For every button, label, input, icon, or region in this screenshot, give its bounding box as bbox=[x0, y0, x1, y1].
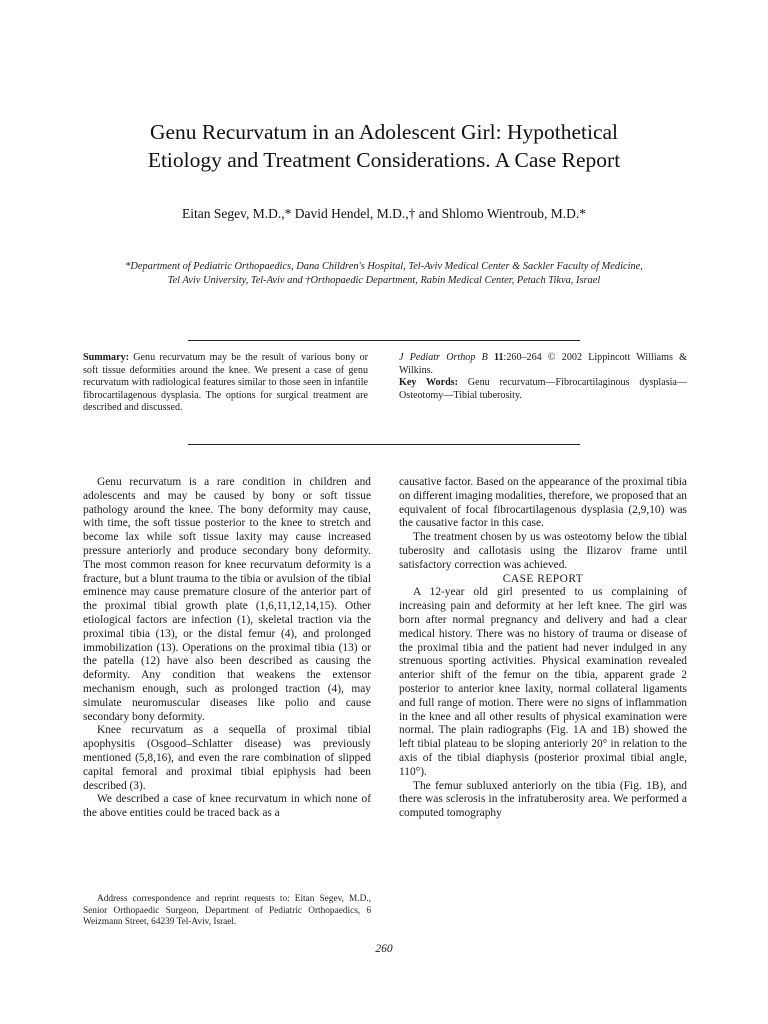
title-line-1: Genu Recurvatum in an Adolescent Girl: Hypothetical bbox=[149, 120, 619, 144]
section-heading: CASE REPORT bbox=[502, 572, 584, 585]
summary-abstract bbox=[83, 352, 368, 415]
page-number: 260 bbox=[375, 943, 393, 955]
body-column-left bbox=[83, 476, 371, 821]
citation-details: :260–264 © 2002 Lippincott Williams & Wilkins. bbox=[399, 352, 687, 376]
key-words bbox=[399, 377, 687, 402]
title-line-2: Etiology and Treatment Considerations. A Case Report bbox=[147, 148, 621, 172]
author-list: Eitan Segev, M.D.,* David Hendel, M.D.,† and Shlomo Wientroub, M.D.* bbox=[181, 206, 587, 221]
footnote-text: Address correspondence and reprint requests to: Eitan Segev, M.D., Senior Orthopaedic Surgeon, Department of Pediatric Orthopaedics, 6 Weizmann Street, 64239 Tel-Aviv, Israel. bbox=[83, 894, 371, 927]
body-paragraph: causative factor. Based on the appearance of the proximal tibia on different imaging modalities, therefore, we proposed that an equivalent of focal fibrocartilagenous dysplasia (2,9,10) was the causative factor in this case. bbox=[399, 476, 687, 530]
citation-block bbox=[399, 352, 687, 402]
affiliation-line-2: Tel Aviv University, Tel-Aviv and †Orthopaedic Department, Rabin Medical Center, Petach Tikva, Israel bbox=[167, 275, 601, 286]
body-column-right bbox=[399, 476, 687, 821]
summary-text: Genu recurvatum may be the result of various bony or soft tissue deformities around the knee. We present a case of genu recurvatum with radiological features similar to those seen in infantile fibrocartilagenous dysplasia. The options for surgical treatment are described and discussed. bbox=[83, 352, 368, 414]
journal-citation bbox=[399, 352, 687, 377]
correspondence-footnote bbox=[83, 894, 371, 929]
key-words-label: Key Words: bbox=[399, 377, 458, 389]
top-divider bbox=[188, 340, 580, 341]
journal-volume: 11 bbox=[494, 352, 504, 363]
body-paragraph: A 12-year old girl presented to us complaining of increasing pain and deformity at her left knee. The girl was born after normal pregnancy and delivery and had a clear medical history. There was no history of trauma or disease of the proximal tibia and the patient had never indulged in any strenuous sporting activities. Physical examination revealed anterior shift of the femur on the tibia, apparent grade 2 posterior to anterior knee laxity, normal collateral ligaments and full range of motion. There were no signs of inflammation in the knee and all other results of physical examination were normal. The plain radiographs (Fig. 1A and 1B) showed the left tibial plateau to be sloping anteriorly 20° in relation to the axis of the tibial diaphysis (posterior proximal tibial angle, 110°). bbox=[399, 586, 687, 778]
article-title bbox=[60, 118, 708, 174]
body-paragraph: The treatment chosen by us was osteotomy below the tibial tuberosity and callotasis using the Ilizarov frame until satisfactory correction was achieved. bbox=[399, 531, 687, 571]
affiliation-line-1: *Department of Pediatric Orthopaedics, Dana Children's Hospital, Tel-Aviv Medical Center & Sackler Faculty of Medicine, bbox=[125, 261, 643, 272]
body-paragraph: Knee recurvatum as a sequella of proximal tibial apophysitis (Osgood–Schlatter disease) was previously mentioned (5,8,16), and even the rare combination of slipped capital femoral and proximal tibial epiphysis had been described (3). bbox=[83, 724, 371, 792]
affiliations bbox=[70, 260, 698, 288]
body-paragraph: The femur subluxed anteriorly on the tibia (Fig. 1B), and there was sclerosis in the infratuberosity area. We performed a computed tomography bbox=[399, 779, 687, 820]
bottom-divider bbox=[188, 444, 580, 445]
journal-name: J Pediatr Orthop B bbox=[399, 352, 488, 363]
summary-label: Summary: bbox=[83, 352, 129, 363]
body-paragraph: Genu recurvatum is a rare condition in children and adolescents and may be caused by bony or soft tissue pathology around the knee. The bony deformity may cause, with time, the soft tissue posterior to the knee to stretch and become lax while soft tissue laxity may cause increased pressure anteriorly and produce secondary bony deformity. The most common reason for knee recurvatum deformity is a fracture, but a blunt trauma to the tibia or avulsion of the tibial eminence may cause premature closure of the anterior part of the proximal tibial growth plate (1,6,11,12,14,15). Other etiological factors are infection (1), skeletal traction via the proximal tibia (13), or the distal femur (4), and prolonged immobilization (13). Operations on the proximal tibia (13) or the patella (12) have also been described as causing the deformity. Any condition that weakens the extensor mechanism enough, such as prolonged traction (4), may simulate neuromuscular diseases like polio and cause secondary bony deformity. bbox=[83, 476, 371, 723]
body-paragraph: We described a case of knee recurvatum in which none of the above entities could be traced back as a bbox=[83, 793, 371, 820]
key-words-text: Genu recurvatum—Fibrocartilaginous dysplasia—Osteotomy—Tibial tuberosity. bbox=[399, 377, 688, 401]
